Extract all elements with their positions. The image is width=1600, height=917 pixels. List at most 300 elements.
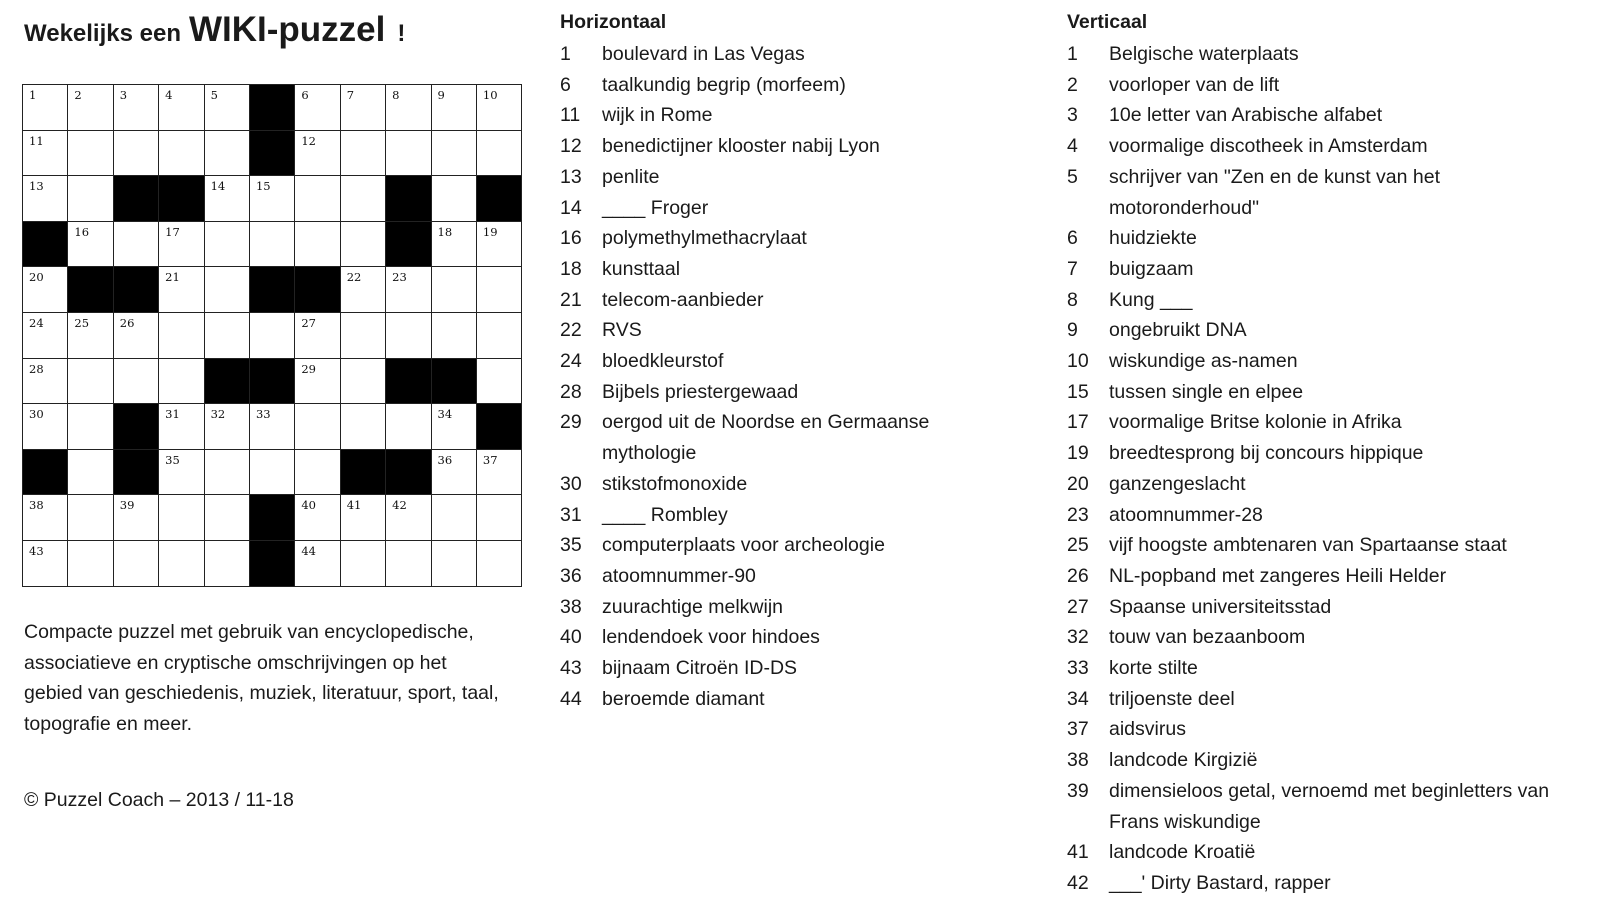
clue-text: Belgische waterplaats: [1109, 43, 1299, 65]
grid-cell[interactable]: [68, 131, 113, 177]
cell-number: 25: [74, 315, 90, 330]
grid-cell[interactable]: [295, 313, 340, 359]
down-clue: [1067, 285, 1587, 316]
down-clue: [1067, 438, 1587, 469]
grid-cell[interactable]: [68, 313, 113, 359]
grid-cell[interactable]: [341, 176, 386, 222]
clue-text: telecom-aanbieder: [602, 288, 764, 311]
grid-cell-black: [114, 176, 159, 222]
clue-number: 32: [1067, 626, 1089, 649]
clue-text: boulevard in Las Vegas: [602, 43, 805, 65]
clue-number: 8: [1067, 288, 1078, 311]
down-clue: [1067, 377, 1587, 408]
grid-cell-black: [250, 131, 295, 177]
grid-cell[interactable]: [386, 541, 431, 587]
grid-cell-black: [250, 541, 295, 587]
copyright: © Puzzel Coach – 2013 / 11-18: [24, 789, 294, 811]
cell-number: 23: [392, 270, 407, 285]
cell-number: 38: [29, 498, 44, 513]
grid-cell[interactable]: [386, 495, 431, 541]
clue-text: ____ Froger: [602, 196, 709, 219]
clue-text: zuurachtige melkwijn: [602, 595, 783, 618]
puzzle-description: Compacte puzzel met gebruik van encyclopedische, associatieve en cryptische omschrijvingen op het gebied van geschiedenis, muziek, literatuur, sport, taal, topografie en meer.: [24, 621, 499, 736]
clue-text: Kung ___: [1109, 288, 1193, 311]
clue-number: 6: [560, 73, 571, 96]
puzzle-title: [24, 10, 405, 60]
grid-cell[interactable]: [432, 450, 477, 496]
grid-cell[interactable]: [250, 450, 295, 496]
grid-cell[interactable]: [477, 222, 522, 268]
clue-text: polymethylmethacrylaat: [602, 227, 807, 250]
cell-number: 34: [437, 407, 453, 422]
grid-cell[interactable]: [23, 404, 68, 450]
grid-cell-black: [114, 450, 159, 496]
clue-text: atoomnummer-90: [602, 564, 756, 587]
clue-number: 25: [1067, 534, 1089, 557]
grid-cell[interactable]: [159, 495, 204, 541]
across-clue: [560, 684, 980, 715]
clue-text: ongebruikt DNA: [1109, 319, 1247, 342]
grid-cell[interactable]: [477, 495, 522, 541]
clue-number: 20: [1067, 472, 1089, 495]
clue-number: 1: [560, 43, 571, 65]
clue-text: korte stilte: [1109, 657, 1198, 680]
clue-text: triljoenste deel: [1109, 687, 1235, 710]
grid-cell[interactable]: [205, 495, 250, 541]
clue-text: NL-popband met zangeres Heili Helder: [1109, 564, 1447, 587]
clue-text: ganzengeslacht: [1109, 472, 1246, 495]
across-clue: [560, 407, 980, 468]
clue-number: 35: [560, 534, 582, 557]
grid-cell[interactable]: [432, 404, 477, 450]
down-clues: [1067, 11, 1587, 899]
grid-cell[interactable]: [477, 267, 522, 313]
grid-cell[interactable]: [114, 495, 159, 541]
clue-text: tussen single en elpee: [1109, 380, 1304, 403]
down-clue: [1067, 70, 1587, 101]
clue-number: 11: [560, 104, 581, 127]
clue-number: 16: [560, 227, 582, 250]
grid-cell[interactable]: [68, 495, 113, 541]
grid-cell[interactable]: [341, 131, 386, 177]
clue-number: 37: [1067, 718, 1089, 741]
grid-cell[interactable]: [295, 450, 340, 496]
across-clue: [560, 70, 980, 101]
grid-cell[interactable]: [159, 404, 204, 450]
clue-text: stikstofmonoxide: [602, 472, 748, 495]
grid-cell[interactable]: [295, 222, 340, 268]
grid-cell[interactable]: [114, 222, 159, 268]
down-clue: [1067, 100, 1587, 131]
clue-number: 24: [560, 350, 582, 373]
grid-cell[interactable]: [341, 267, 386, 313]
clue-text: huidziekte: [1109, 227, 1197, 250]
grid-cell[interactable]: [386, 85, 431, 131]
clue-number: 44: [560, 687, 582, 710]
across-clue: [560, 561, 980, 592]
grid-cell[interactable]: [432, 222, 477, 268]
across-clue: [560, 592, 980, 623]
across-clue: [560, 346, 980, 377]
across-clue: [560, 315, 980, 346]
across-clue: [560, 500, 980, 531]
cell-number: 36: [437, 452, 453, 467]
clue-number: 22: [560, 319, 582, 342]
grid-cell[interactable]: [159, 359, 204, 405]
cell-number: 10: [482, 88, 498, 102]
clue-number: 33: [1067, 657, 1089, 680]
grid-cell-black: [159, 176, 204, 222]
grid-cell-black: [205, 359, 250, 405]
grid-cell[interactable]: [23, 495, 68, 541]
clue-number: 27: [1067, 595, 1089, 618]
clue-number: 31: [560, 503, 582, 526]
clue-number: 28: [560, 380, 582, 403]
cell-number: 18: [437, 224, 453, 239]
across-clue: [560, 530, 980, 561]
down-clue: [1067, 684, 1587, 715]
clue-number: 40: [560, 626, 582, 649]
grid-cell-black: [250, 495, 295, 541]
clue-number: 13: [560, 165, 582, 188]
grid-cell[interactable]: [205, 541, 250, 587]
grid-cell-black: [250, 85, 295, 131]
clue-text: atoomnummer-28: [1109, 503, 1263, 526]
down-clue: [1067, 530, 1587, 561]
grid-cell-black: [250, 267, 295, 313]
cell-number: 31: [165, 407, 180, 422]
down-clue: [1067, 561, 1587, 592]
cell-number: 44: [301, 543, 316, 558]
cell-number: 8: [392, 88, 400, 102]
clue-text: benedictijner klooster nabij Lyon: [602, 135, 880, 158]
clue-text: vijf hoogste ambtenaren van Spartaanse staat: [1109, 534, 1507, 557]
cell-number: 37: [482, 452, 498, 467]
clue-number: 43: [560, 657, 582, 680]
clue-text: dimensieloos getal, vernoemd met beginletters van Frans wiskundige: [1109, 779, 1550, 833]
cell-number: 33: [255, 407, 271, 422]
clue-text: lendendoek voor hindoes: [602, 626, 820, 649]
down-clue: [1067, 592, 1587, 623]
cell-number: 13: [29, 179, 44, 194]
clue-text: Bijbels priestergewaad: [602, 380, 799, 403]
down-clue: [1067, 622, 1587, 653]
down-clue: [1067, 868, 1587, 899]
clue-number: 39: [1067, 779, 1089, 802]
grid-cell[interactable]: [477, 131, 522, 177]
grid-cell-black: [295, 267, 340, 313]
cell-number: 2: [74, 88, 82, 102]
grid-cell-black: [477, 404, 522, 450]
grid-cell[interactable]: [432, 495, 477, 541]
cell-number: 17: [165, 224, 180, 239]
grid-cell[interactable]: [114, 541, 159, 587]
clue-number: 2: [1067, 73, 1078, 96]
clue-number: 9: [1067, 319, 1078, 342]
cell-number: 15: [255, 179, 271, 194]
clue-text: computerplaats voor archeologie: [602, 534, 885, 557]
clue-number: 10: [1067, 350, 1089, 373]
grid-cell[interactable]: [23, 541, 68, 587]
down-clue: [1067, 500, 1587, 531]
cell-number: 29: [301, 361, 316, 376]
down-clue: [1067, 745, 1587, 776]
across-clue: [560, 131, 980, 162]
clue-number: 23: [1067, 503, 1089, 526]
down-clue: [1067, 131, 1587, 162]
grid-cell[interactable]: [341, 222, 386, 268]
grid-cell[interactable]: [295, 541, 340, 587]
clue-number: 15: [1067, 380, 1089, 403]
grid-cell[interactable]: [23, 267, 68, 313]
grid-cell[interactable]: [68, 541, 113, 587]
down-clue: [1067, 407, 1587, 438]
clue-number: 3: [1067, 104, 1078, 127]
grid-cell[interactable]: [250, 313, 295, 359]
across-clue: [560, 254, 980, 285]
grid-cell[interactable]: [432, 85, 477, 131]
grid-cell[interactable]: [68, 176, 113, 222]
grid-cell[interactable]: [386, 313, 431, 359]
cell-number: 42: [392, 498, 407, 513]
grid-cell[interactable]: [250, 404, 295, 450]
across-clue-list: [560, 39, 980, 714]
cell-number: 6: [301, 88, 309, 102]
cell-number: 27: [301, 315, 316, 330]
clue-number: 12: [560, 135, 582, 158]
grid-cell[interactable]: [341, 541, 386, 587]
clue-number: 14: [560, 196, 582, 219]
clue-text: aidsvirus: [1109, 718, 1186, 741]
cell-number: 9: [437, 88, 445, 102]
cell-number: 1: [29, 88, 37, 102]
grid-cell[interactable]: [341, 313, 386, 359]
grid-cell-black: [386, 450, 431, 496]
grid-cell[interactable]: [295, 495, 340, 541]
down-clue: [1067, 653, 1587, 684]
grid-cell[interactable]: [23, 313, 68, 359]
down-clue: [1067, 315, 1587, 346]
grid-cell[interactable]: [23, 85, 68, 131]
clue-text: penlite: [602, 165, 660, 188]
clue-text: taalkundig begrip (morfeem): [602, 73, 846, 96]
cell-number: 5: [210, 88, 218, 102]
grid-cell[interactable]: [250, 222, 295, 268]
grid-cell[interactable]: [205, 176, 250, 222]
down-clue: [1067, 346, 1587, 377]
clue-text: 10e letter van Arabische alfabet: [1109, 104, 1383, 127]
clue-number: 19: [1067, 442, 1089, 465]
clue-text: Spaanse universiteitsstad: [1109, 595, 1332, 618]
grid-cell[interactable]: [341, 495, 386, 541]
grid-cell[interactable]: [205, 222, 250, 268]
clue-text: touw van bezaanboom: [1109, 626, 1306, 649]
grid-cell[interactable]: [159, 267, 204, 313]
grid-cell[interactable]: [477, 85, 522, 131]
clue-text: landcode Kroatië: [1109, 841, 1256, 864]
down-clue: [1067, 39, 1587, 70]
clue-text: wijk in Rome: [602, 104, 713, 127]
down-clue: [1067, 469, 1587, 500]
grid-cell[interactable]: [295, 176, 340, 222]
grid-cell-black: [341, 450, 386, 496]
across-clue: [560, 223, 980, 254]
clue-text: beroemde diamant: [602, 687, 765, 710]
grid-cell[interactable]: [159, 313, 204, 359]
clue-number: 4: [1067, 135, 1078, 158]
clue-number: 41: [1067, 841, 1089, 864]
clue-text: buigzaam: [1109, 257, 1194, 280]
clue-text: kunsttaal: [602, 257, 681, 280]
grid-cell[interactable]: [295, 131, 340, 177]
grid-cell[interactable]: [159, 450, 204, 496]
clue-number: 6: [1067, 227, 1078, 250]
clue-number: 29: [560, 411, 582, 434]
cell-number: 19: [482, 224, 498, 239]
down-clue: [1067, 714, 1587, 745]
grid-cell[interactable]: [114, 85, 159, 131]
grid-cell[interactable]: [477, 450, 522, 496]
grid-cell[interactable]: [23, 176, 68, 222]
grid-cell[interactable]: [432, 541, 477, 587]
grid-cell[interactable]: [114, 313, 159, 359]
grid-cell[interactable]: [205, 131, 250, 177]
clue-number: 36: [560, 564, 582, 587]
across-clue: [560, 100, 980, 131]
across-clue: [560, 469, 980, 500]
grid-cell[interactable]: [205, 404, 250, 450]
grid-cell[interactable]: [432, 313, 477, 359]
down-clue: [1067, 776, 1587, 837]
crossword-grid: [22, 84, 522, 587]
grid-cell[interactable]: [114, 359, 159, 405]
clue-number: 42: [1067, 871, 1089, 894]
clue-text: voormalige Britse kolonie in Afrika: [1109, 411, 1402, 434]
cell-number: 22: [346, 270, 362, 285]
grid-cell[interactable]: [386, 404, 431, 450]
down-clue: [1067, 254, 1587, 285]
grid-cell[interactable]: [341, 404, 386, 450]
grid-cell[interactable]: [477, 359, 522, 405]
grid-cell[interactable]: [250, 176, 295, 222]
cell-number: 43: [29, 543, 44, 558]
grid-cell[interactable]: [205, 85, 250, 131]
grid-cell[interactable]: [23, 359, 68, 405]
down-clue-list: [1067, 39, 1587, 899]
clue-text: ____ Rombley: [602, 503, 728, 526]
clue-number: 1: [1067, 43, 1078, 65]
grid-cell[interactable]: [205, 313, 250, 359]
grid-cell-black: [386, 176, 431, 222]
grid-cell-black: [23, 450, 68, 496]
cell-number: 40: [301, 498, 316, 513]
cell-number: 24: [29, 315, 44, 330]
grid-cell[interactable]: [68, 359, 113, 405]
title-main: WIKI-puzzel: [188, 10, 386, 49]
title-prefix: Wekelijks een: [24, 20, 181, 47]
cell-number: 32: [210, 407, 226, 422]
clue-number: 34: [1067, 687, 1089, 710]
cell-number: 11: [29, 133, 44, 148]
clue-text: voorloper van de lift: [1109, 73, 1280, 96]
grid-cell[interactable]: [341, 359, 386, 405]
clue-text: ___' Dirty Bastard, rapper: [1109, 871, 1331, 894]
clue-text: wiskundige as-namen: [1109, 350, 1298, 373]
grid-cell[interactable]: [341, 85, 386, 131]
clue-text: schrijver van "Zen en de kunst van het motoronderhoud": [1109, 165, 1441, 219]
grid-cell-black: [114, 404, 159, 450]
cell-number: 41: [346, 498, 362, 513]
grid-cell[interactable]: [68, 85, 113, 131]
across-clue: [560, 377, 980, 408]
grid-cell[interactable]: [68, 450, 113, 496]
grid-cell[interactable]: [205, 450, 250, 496]
across-clue: [560, 622, 980, 653]
down-clue: [1067, 223, 1587, 254]
grid-cell-black: [432, 359, 477, 405]
clue-text: oergod uit de Noordse en Germaanse mythologie: [602, 411, 930, 465]
clue-number: 17: [1067, 411, 1089, 434]
grid-cell[interactable]: [295, 359, 340, 405]
across-clue: [560, 653, 980, 684]
grid-cell-black: [23, 222, 68, 268]
cell-number: 12: [301, 133, 316, 148]
grid-cell[interactable]: [159, 222, 204, 268]
grid-cell[interactable]: [386, 267, 431, 313]
grid-cell-black: [68, 267, 113, 313]
across-clue: [560, 162, 980, 193]
cell-number: 3: [119, 88, 128, 102]
grid-cell[interactable]: [432, 176, 477, 222]
grid-cell[interactable]: [386, 131, 431, 177]
grid-cell[interactable]: [477, 313, 522, 359]
grid-cell[interactable]: [159, 85, 204, 131]
clue-number: 38: [1067, 749, 1089, 772]
clue-text: landcode Kirgizië: [1109, 749, 1258, 772]
clue-number: 30: [560, 472, 582, 495]
grid-cell[interactable]: [159, 541, 204, 587]
across-heading: Horizontaal: [560, 11, 667, 33]
grid-cell[interactable]: [205, 267, 250, 313]
grid-cell[interactable]: [295, 404, 340, 450]
grid-cell[interactable]: [114, 131, 159, 177]
clue-number: 7: [1067, 257, 1078, 280]
cell-number: 16: [74, 224, 90, 239]
clue-number: 38: [560, 595, 582, 618]
clue-text: bloedkleurstof: [602, 350, 724, 373]
cell-number: 35: [165, 452, 180, 467]
clue-text: bijnaam Citroën ID-DS: [602, 657, 798, 680]
cell-number: 21: [165, 270, 180, 285]
clue-number: 21: [560, 288, 582, 311]
grid-cell[interactable]: [477, 541, 522, 587]
grid-cell[interactable]: [68, 404, 113, 450]
cell-number: 4: [165, 88, 173, 102]
grid-cell[interactable]: [295, 85, 340, 131]
title-suffix: !: [397, 20, 406, 47]
grid-cell[interactable]: [432, 267, 477, 313]
grid-cell-black: [386, 359, 431, 405]
down-clue: [1067, 162, 1587, 223]
across-clue: [560, 285, 980, 316]
grid-cell[interactable]: [68, 222, 113, 268]
grid-cell[interactable]: [159, 131, 204, 177]
clue-text: breedtesprong bij concours hippique: [1109, 442, 1424, 465]
grid-cell[interactable]: [23, 131, 68, 177]
grid-cell[interactable]: [432, 131, 477, 177]
grid-cell-black: [250, 359, 295, 405]
down-heading: Verticaal: [1067, 11, 1148, 33]
